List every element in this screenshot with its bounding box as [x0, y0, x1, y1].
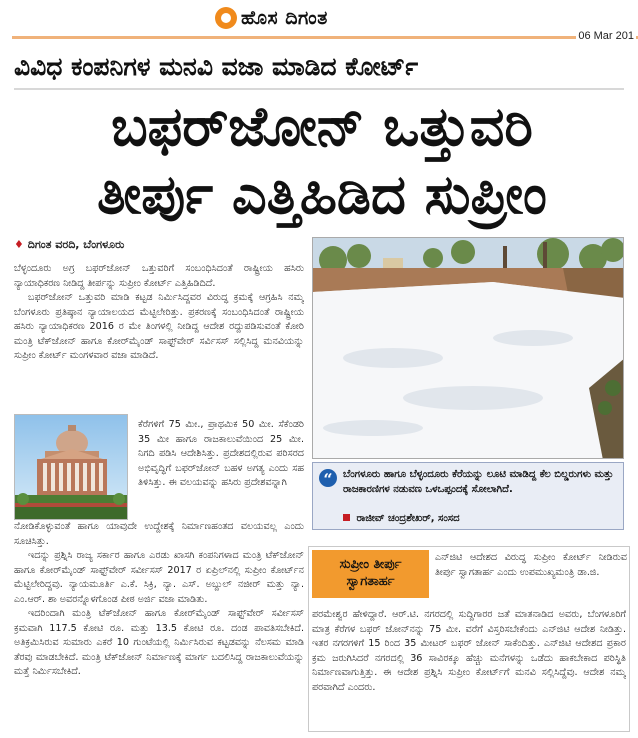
pull-quote — [312, 462, 624, 530]
bullet-dot-icon: ♦ — [14, 238, 24, 251]
article-wrap-paragraph: ಕೆರೆಗಳಿಗೆ 75 ಮೀ., ಪ್ರಾಥಮಿಕ 50 ಮೀ. ಸೆಕೆಂಡರಿ 35 ಮೀ ಹಾಗೂ ರಾಜಕಾಲುವೆಯಿಂದ 25 ಮೀ. ನಿಗದಿ ಪಡಿಸಿ ಆದೇಶಿಸಿತ್ತು. ಪ್ರದೇಶದಲ್ಲಿರುವ ಪರಿಸರದ ಅಭಿವೃದ್ಧಿಗೆ ಬಫರ್‌ಜೋನ್ ಬಹಳ ಅಗತ್ಯ ಎಂದು ಸಹ ತಿಳಿಸಿತ್ತು. ಈ ವಲಯವನ್ನು ಹಸಿರು ಪ್ರದೇಶವನ್ನಾಗಿ — [138, 419, 304, 488]
article-paragraph: ನೋಡಿಕೊಳ್ಳುವಂತೆ ಹಾಗೂ ಯಾವುದೇ ಉದ್ದೇಶಕ್ಕೆ ನಿರ್ಮಾಣಹಂತದ ವಲಯವಲ್ಲ ಎಂದು ಸೂಚಿಸಿತ್ತು. — [14, 521, 304, 547]
byline — [14, 238, 304, 254]
article-body-top — [14, 262, 304, 414]
sidebar-title-box — [312, 550, 429, 598]
issue-date: 06 Mar 201 — [578, 30, 634, 42]
sidebar-text-top: ಎನ್‌ಜಿಟಿ ಆದೇಶದ ವಿರುದ್ಧ ಸುಪ್ರೀಂ ಕೋರ್ಟ್ ನೀಡಿರುವ ತೀರ್ಪು ಸ್ವಾಗತಾರ್ಹ ಎಂದು ಉಪಮುಖ್ಯಮಂತ್ರಿ ಡಾ.ಜಿ. — [435, 552, 627, 578]
author-square-icon — [343, 514, 350, 521]
article-paragraph: ಬಫರ್‌ಜೋನ್ ಒತ್ತುವರಿ ಮಾಡಿ ಕಟ್ಟಡ ನಿರ್ಮಿಸಿದ್ದವರ ವಿರುದ್ಧ ಕ್ರಮಕ್ಕೆ ಆಗ್ರಹಿಸಿ ನಮ್ಮ ಬೆಂಗಳೂರು ಪ್ರತಿಷ್ಠಾನ ನ್ಯಾಯಾಲಯದ ಮೆಟ್ಟಿಲೇರಿತ್ತು. ಪ್ರಕರಣಕ್ಕೆ ಸಂಬಂಧಿಸಿದಂತೆ ರಾಷ್ಟ್ರೀಯ ಹಸಿರು ನ್ಯಾಯಾಧಿಕರಣ 2016 ರ ಮೇ ತಿಂಗಳಲ್ಲಿ ನೀಡಿದ್ದ ಆದೇಶ ರದ್ದುಪಡಿಸುವಂತೆ ಕೋರಿ ಮಂತ್ರಿ ಟೆಕ್‌ಜೋನ್ ಹಾಗೂ ಕೋರ್‌ಮೈಂಡ್ ಸಾಫ್ಟ್‌ವೇರ್ ಸರ್ವಿಸಸ್ ಸಲ್ಲಿಸಿದ್ದ ಮನವಿಯನ್ನು ಸುಪ್ರೀಂ ಕೋರ್ಟ್ ಮಂಗಳವಾರ ವಜಾ ಮಾಡಿದೆ. — [14, 292, 304, 361]
lake-foam-illustration — [313, 238, 624, 459]
article-kicker: ವಿವಿಧ ಕಂಪನಿಗಳ ಮನವಿ ವಜಾ ಮಾಡಿದ ಕೋರ್ಟ್ — [14, 52, 419, 81]
headline-line-2: ತೀರ್ಪು ಎತ್ತಿಹಿಡಿದ ಸುಪ್ರೀಂ — [97, 163, 547, 226]
supreme-court-illustration — [15, 415, 128, 520]
article-body-bottom — [14, 520, 304, 734]
masthead — [0, 0, 638, 46]
headline-line-1: ಬಫರ್‌ಜೋನ್ ಒತ್ತುವರಿ — [111, 95, 533, 158]
quote-author — [343, 513, 460, 524]
supreme-court-photo — [14, 414, 128, 520]
quote-mark-icon: “ — [319, 469, 337, 487]
quote-author-name: ರಾಜೀವ್ ಚಂದ್ರಶೇಖರ್, ಸಂಸದ — [356, 513, 460, 524]
date-strip — [0, 28, 638, 44]
byline-text: ದಿಗಂತ ವರದಿ, ಬೆಂಗಳೂರು — [27, 238, 125, 251]
date-divider — [12, 36, 638, 39]
sidebar-text: ಪರಮೇಶ್ವರ ಹೇಳಿದ್ದಾರೆ. ಆರ್.ಟಿ. ನಗರದಲ್ಲಿ ಸುದ್ದಿಗಾರರ ಜತೆ ಮಾತನಾಡಿದ ಅವರು, ಬೆಂಗಳೂರಿಗೆ ಮಾತ್ರ ಕೆರೆಗಳ ಬಫರ್ ಜೋನ್‌ನನ್ನು 75 ಮೀ. ವರೆಗೆ ವಿಸ್ತರಿಸಬೇಕೆಂದು ಎನ್‌ಜಿಟಿ ಆದೇಶ ನೀಡಿತ್ತು. ಇತರ ನಗರಗಳಿಗೆ 15 ರಿಂದ 35 ಮೀಟರ್ ಬಫರ್ ಜೋನ್ ಸಾಕೆಂದಿತ್ತು. ಎನ್‌ಜಿಟಿ ಆದೇಶದ ಪ್ರಕಾರ ಕ್ರಮ ಜರುಗಿಸಿದರೆ ನಗರದಲ್ಲಿ 36 ಸಾವಿರಕ್ಕೂ ಹೆಚ್ಚು ಮನೆಗಳನ್ನು ಒಡೆದು ಹಾಕಬೇಕಾದ ಪರಿಸ್ಥಿತಿ ನಿರ್ಮಾಣವಾಗುತ್ತಿತ್ತು. ಈ ಆದೇಶ ಪ್ರಶ್ನಿಸಿ ಸುಪ್ರೀಂ ಕೋರ್ಟ್‌ಗೆ ಮನವಿ ಸಲ್ಲಿಸಿದ್ದೆವು. ಆದೇಶ ನಮ್ಮ ಪರವಾಗಿದೆ ಎಂದರು. — [312, 609, 626, 693]
article-paragraph: ಬೆಳ್ಳಂದೂರು ಅಗ್ರ ಬಫರ್‌ಜೋನ್ ಒತ್ತುವರಿಗೆ ಸಂಬಂಧಿಸಿದಂತೆ ರಾಷ್ಟ್ರೀಯ ಹಸಿರು ನ್ಯಾಯಾಧಿಕರಣ ನೀಡಿದ್ದ ತೀರ್ಪನ್ನು ಸುಪ್ರೀಂ ಕೋರ್ಟ್ ಎತ್ತಿಹಿಡಿದಿದೆ. — [14, 263, 304, 289]
article-paragraph: ಇದರಿಂದಾಗಿ ಮಂತ್ರಿ ಟೆಕ್‌ಜೋನ್ ಹಾಗೂ ಕೋರ್‌ಮೈಂಡ್ ಸಾಫ್ಟ್‌ವೇರ್ ಸರ್ವೀಸಸ್ ಕ್ರಮವಾಗಿ 117.5 ಕೋಟಿ ರೂ. ಮತ್ತು 13.5 ಕೋಟಿ ರೂ. ದಂಡ ಪಾವತಿಸಬೇಕಿದೆ. ಅತಿಕ್ರಮಿಸಿರುವ ಸುಮಾರು ಎಕರೆ 10 ಗುಂಟೆಯಲ್ಲಿ ನಿರ್ಮಿಸಿರುವ ಕಟ್ಟಡವನ್ನು ನೆಲಸಮ ಮಾಡಿ ತೆರವು ಮಾಡಬೇಕಿದೆ. ಮಂತ್ರಿ ಟೆಕ್‌ಜೋನ್ ನಿರ್ಮಾಣಕ್ಕೆ ಮಾರ್ಗ ಬದಲಿಸಿದ್ದ ರಾಜಕಾಲುವೆಯನ್ನು ಮತ್ತೆ ನಿರ್ಮಿಸಬೇಕಿದೆ. — [14, 608, 304, 677]
quote-text: ಬೆಂಗಳೂರು ಹಾಗೂ ಬೆಳ್ಳಂದೂರು ಕೆರೆಯನ್ನು ಲೂಟಿ ಮಾಡಿದ್ದ ಕೆಲ ಬಿಲ್ಡರುಗಳು ಮತ್ತು ರಾಜಕಾರಣಿಗಳ ನಡುವಣ ಒಳಒಪ್ಪಂದಕ್ಕೆ ಸೋಲಾಗಿದೆ. — [343, 469, 614, 495]
lake-foam-photo — [312, 237, 624, 459]
brand-name: ಹೊಸ ದಿಗಂತ — [241, 7, 328, 29]
sun-logo-icon — [215, 7, 237, 29]
kicker-divider — [14, 88, 624, 90]
article-paragraph: ಇದನ್ನು ಪ್ರಶ್ನಿಸಿ ರಾಜ್ಯ ಸರ್ಕಾರ ಹಾಗೂ ಎರಡು ಖಾಸಗಿ ಕಂಪನಿಗಳಾದ ಮಂತ್ರಿ ಟೆಕ್‌ಜೋನ್ ಹಾಗೂ ಕೋರ್‌ಮೈಂಡ್ ಸಾಫ್ಟ್‌ವೇರ್ ಸರ್ವೀಸಸ್ 2017 ರ ಏಪ್ರಿಲ್‌ನಲ್ಲಿ ಸುಪ್ರೀಂ ಕೋರ್ಟ್‌ನ ಮೆಟ್ಟಿಲೇರಿದ್ದವು. ನ್ಯಾಯಮೂರ್ತಿ ಎ.ಕೆ. ಸಿಕ್ರಿ, ನ್ಯಾ. ಎಸ್. ಅಬ್ದುಲ್ ನಜೀರ್ ಮತ್ತು ನ್ಯಾ. ಎಂ.ಆರ್. ಶಾ ಅವರನ್ನೊಳಗೊಂಡ ಪೀಠ ಅರ್ಜಿ ವಜಾ ಮಾಡಿತು. — [14, 550, 304, 605]
sidebar-title: ಸುಪ್ರೀಂ ತೀರ್ಪು ಸ್ವಾಗತಾರ್ಹ — [339, 557, 402, 589]
